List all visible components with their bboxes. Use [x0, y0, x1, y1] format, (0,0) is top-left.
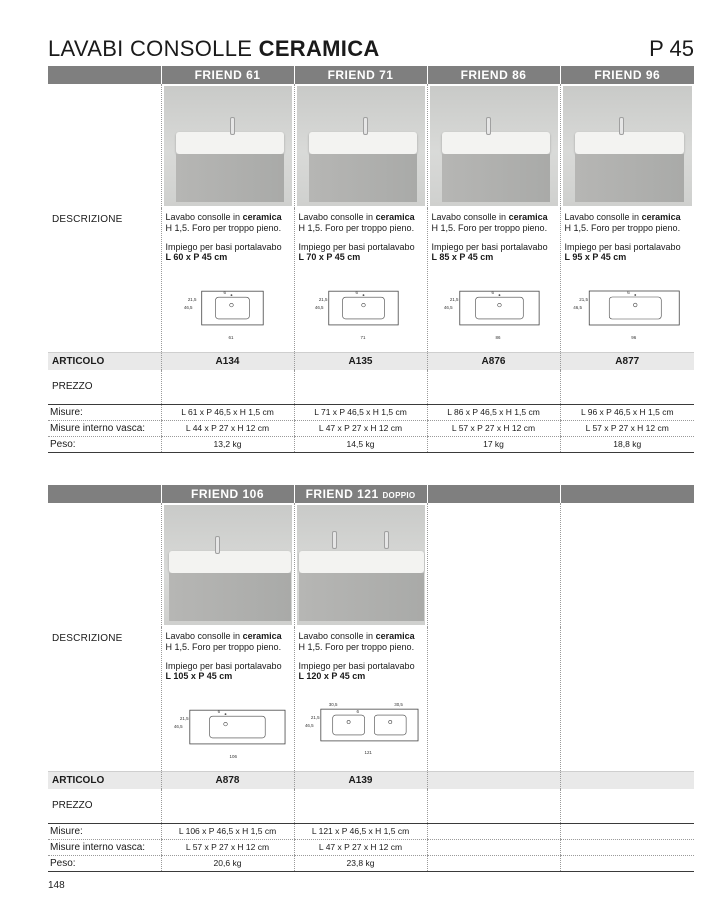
spec-value: L 47 x P 27 x H 12 cm — [294, 420, 427, 436]
svg-text:30,5: 30,5 — [328, 702, 337, 708]
svg-text:46,5: 46,5 — [572, 305, 582, 311]
description-cell: Lavabo consolle in ceramica H 1,5. Foro per troppo pieno. Impiego per basi portalavabo L 60 x P 45 cm 21,5 46,5 6 61 — [161, 208, 294, 352]
dimension-drawing — [565, 287, 691, 343]
photo-empty-cell — [48, 84, 161, 208]
svg-text:6: 6 — [356, 709, 359, 715]
svg-text:71: 71 — [360, 334, 365, 340]
product-photo-cell — [294, 84, 427, 208]
spec-empty-cell — [427, 855, 560, 871]
row-label: Misure interno vasca: — [48, 420, 161, 436]
row-label: DESCRIZIONE — [52, 214, 123, 225]
title-bold: CERAMICA — [258, 36, 380, 61]
header-empty-cell — [427, 485, 560, 503]
product-table-2 — [48, 485, 694, 872]
page-code: P 45 — [649, 36, 694, 61]
article-row — [48, 352, 694, 370]
description-empty-cell — [560, 627, 694, 771]
spec-value: L 57 x P 27 x H 12 cm — [161, 839, 294, 855]
product-name: FRIEND 71 — [294, 66, 427, 84]
article-code: A878 — [161, 771, 294, 789]
page-number: 148 — [48, 880, 65, 891]
row-label: Misure: — [48, 404, 161, 420]
price-cell — [161, 789, 294, 823]
svg-text:121: 121 — [363, 749, 372, 755]
svg-text:30,5: 30,5 — [393, 702, 403, 708]
article-code: A134 — [161, 352, 294, 370]
spec-value: 20,6 kg — [161, 855, 294, 871]
page-title — [48, 36, 380, 62]
row-label: Misure interno vasca: — [48, 839, 161, 855]
svg-text:21,5: 21,5 — [179, 716, 189, 722]
spec-row-peso — [48, 855, 694, 871]
product-photo-cell — [427, 84, 560, 208]
svg-text:21,5: 21,5 — [187, 297, 196, 303]
spec-value: L 61 x P 46,5 x H 1,5 cm — [161, 404, 294, 420]
dimension-drawing — [166, 706, 290, 762]
spec-empty-cell — [560, 855, 694, 871]
article-code: A877 — [560, 352, 694, 370]
svg-text:6: 6 — [217, 709, 220, 715]
description-cell: Lavabo consolle in ceramica H 1,5. Foro per troppo pieno. Impiego per basi portalavabo L 70 x P 45 cm 21,5 46,5 6 71 — [294, 208, 427, 352]
product-photo — [164, 505, 292, 625]
row-label: Misure: — [48, 823, 161, 839]
spec-value: L 96 x P 46,5 x H 1,5 cm — [560, 404, 694, 420]
header-empty-cell — [48, 66, 161, 84]
svg-text:106: 106 — [228, 753, 237, 759]
product-name-cell — [294, 485, 427, 503]
price-cell — [560, 370, 694, 404]
article-empty-cell — [560, 771, 694, 789]
svg-text:46,5: 46,5 — [443, 305, 453, 311]
page-header — [48, 36, 694, 66]
svg-text:46,5: 46,5 — [304, 723, 314, 729]
title-light: LAVABI CONSOLLE — [48, 36, 253, 61]
product-photo — [164, 86, 292, 206]
spec-value: 13,2 kg — [161, 436, 294, 452]
product-photo — [297, 86, 425, 206]
spec-value: L 57 x P 27 x H 12 cm — [560, 420, 694, 436]
product-name-suffix: DOPPIO — [382, 491, 416, 500]
header-empty-cell — [48, 485, 161, 503]
spec-value: L 57 x P 27 x H 12 cm — [427, 420, 560, 436]
row-label: PREZZO — [48, 789, 161, 823]
product-table-1 — [48, 66, 694, 453]
description-cell: Lavabo consolle in ceramica H 1,5. Foro per troppo pieno. Impiego per basi portalavabo L 85 x P 45 cm 21,5 46,5 6 86 — [427, 208, 560, 352]
svg-text:21,5: 21,5 — [318, 297, 328, 303]
price-cell — [294, 370, 427, 404]
row-label: Peso: — [48, 855, 161, 871]
svg-text:46,5: 46,5 — [173, 724, 183, 730]
header-row — [48, 485, 694, 503]
row-label: ARTICOLO — [48, 771, 161, 789]
spec-value: L 106 x P 46,5 x H 1,5 cm — [161, 823, 294, 839]
product-name: FRIEND 106 — [161, 485, 294, 503]
spec-value: 17 kg — [427, 436, 560, 452]
svg-text:61: 61 — [227, 334, 233, 340]
description-cell: Lavabo consolle in ceramica H 1,5. Foro per troppo pieno. Impiego per basi portalavabo L 120 x P 45 cm 30,5 30,5 21,5 46,5 6 121 — [294, 627, 427, 771]
dimension-drawing — [299, 287, 423, 343]
spec-empty-cell — [560, 823, 694, 839]
svg-text:46,5: 46,5 — [183, 305, 193, 311]
row-label: PREZZO — [48, 370, 161, 404]
price-row — [48, 789, 694, 823]
spec-value: 23,8 kg — [294, 855, 427, 871]
svg-text:86: 86 — [494, 334, 500, 340]
header-empty-cell — [560, 485, 694, 503]
product-photo — [563, 86, 693, 206]
article-code: A139 — [294, 771, 427, 789]
article-code: A876 — [427, 352, 560, 370]
photo-empty-cell — [427, 503, 560, 627]
svg-text:21,5: 21,5 — [578, 297, 588, 303]
description-cell: Lavabo consolle in ceramica H 1,5. Foro per troppo pieno. Impiego per basi portalavabo L 105 x P 45 cm 21,5 46,5 6 106 — [161, 627, 294, 771]
spec-row-misure — [48, 823, 694, 839]
product-photo-cell — [560, 84, 694, 208]
spec-row-misure — [48, 404, 694, 420]
product-name: FRIEND 96 — [560, 66, 694, 84]
svg-text:46,5: 46,5 — [314, 305, 324, 311]
svg-text:96: 96 — [630, 335, 636, 341]
svg-text:6: 6 — [626, 290, 630, 296]
spec-empty-cell — [560, 839, 694, 855]
svg-text:6: 6 — [223, 290, 226, 296]
photo-empty-cell — [560, 503, 694, 627]
price-row — [48, 370, 694, 404]
row-label: ARTICOLO — [48, 352, 161, 370]
description-row — [48, 627, 694, 771]
spec-value: L 86 x P 46,5 x H 1,5 cm — [427, 404, 560, 420]
price-cell — [427, 789, 560, 823]
spec-value: 18,8 kg — [560, 436, 694, 452]
spec-value: L 71 x P 46,5 x H 1,5 cm — [294, 404, 427, 420]
header-row — [48, 66, 694, 84]
product-photo-cell — [294, 503, 427, 627]
price-cell — [427, 370, 560, 404]
spec-empty-cell — [427, 823, 560, 839]
photo-empty-cell — [48, 503, 161, 627]
spec-value: L 44 x P 27 x H 12 cm — [161, 420, 294, 436]
price-cell — [161, 370, 294, 404]
price-cell — [294, 789, 427, 823]
spec-value: 14,5 kg — [294, 436, 427, 452]
spec-value: L 47 x P 27 x H 12 cm — [294, 839, 427, 855]
product-photo — [430, 86, 558, 206]
description-row — [48, 208, 694, 352]
dimension-drawing — [432, 287, 556, 343]
price-cell — [560, 789, 694, 823]
row-label: Peso: — [48, 436, 161, 452]
svg-text:6: 6 — [355, 290, 358, 296]
svg-text:6: 6 — [491, 290, 494, 296]
row-label: DESCRIZIONE — [52, 633, 123, 644]
article-row — [48, 771, 694, 789]
spec-row-peso — [48, 436, 694, 452]
product-photo — [297, 505, 425, 625]
dimension-drawing — [299, 694, 423, 762]
photo-row — [48, 84, 694, 208]
article-empty-cell — [427, 771, 560, 789]
product-name: FRIEND 121 — [305, 487, 379, 501]
spec-row-misure-interno — [48, 420, 694, 436]
spec-row-misure-interno — [48, 839, 694, 855]
svg-text:21,5: 21,5 — [310, 715, 320, 721]
description-cell: Lavabo consolle in ceramica H 1,5. Foro per troppo pieno. Impiego per basi portalavabo L 95 x P 45 cm 21,5 46,5 6 96 — [560, 208, 694, 352]
svg-text:21,5: 21,5 — [449, 297, 459, 303]
article-code: A135 — [294, 352, 427, 370]
description-empty-cell — [427, 627, 560, 771]
product-photo-cell — [161, 84, 294, 208]
photo-row — [48, 503, 694, 627]
product-photo-cell — [161, 503, 294, 627]
dimension-drawing — [166, 287, 290, 343]
spec-value: L 121 x P 46,5 x H 1,5 cm — [294, 823, 427, 839]
product-name: FRIEND 61 — [161, 66, 294, 84]
product-name: FRIEND 86 — [427, 66, 560, 84]
spec-empty-cell — [427, 839, 560, 855]
